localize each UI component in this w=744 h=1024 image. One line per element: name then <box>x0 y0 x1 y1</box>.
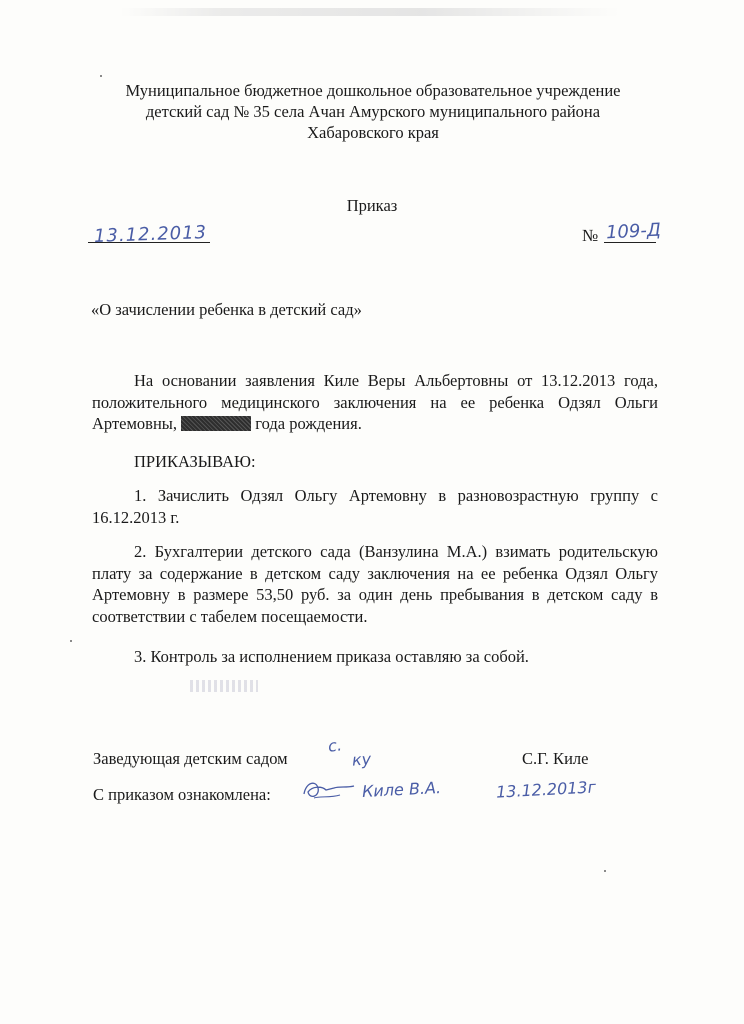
basis-paragraph <box>92 370 658 435</box>
acknowledgement-label: С приказом ознакомлена: <box>93 785 271 804</box>
faint-stamp-trace <box>190 680 258 692</box>
order-date: 13.12.2013 <box>93 222 208 247</box>
acknowledgement-name: Киле В.А. <box>361 777 442 802</box>
date-underline <box>88 242 210 243</box>
basis-text-1: На основании заявления Киле Веры Альбертовны от 13.12.2013 года, положительного медицинского заключения на ее ребенка Одзял Ольги Артемовны, <box>92 371 658 433</box>
header-line-3: Хабаровского края <box>307 123 439 142</box>
head-signature-2: ку <box>351 749 372 770</box>
header-line-2: детский сад № 35 села Ачан Амурского муниципального района <box>145 102 601 121</box>
document-title: Приказ <box>346 196 398 215</box>
order-item-1: 1. Зачислить Одзял Ольгу Артемовну в разновозрастную группу с 16.12.2013 г. <box>92 486 658 527</box>
number-underline <box>604 242 656 243</box>
header-line-1: Муниципальное бюджетное дошкольное образовательное учреждение <box>125 81 621 100</box>
scan-speck <box>70 640 72 642</box>
order-number: 109-Д <box>605 219 662 244</box>
scan-artifact <box>120 8 620 16</box>
institution-header <box>90 80 656 143</box>
scan-speck <box>604 870 606 872</box>
order-item-2: 2. Бухгалтерии детского сада (Ванзулина М.А.) взимать родительскую плату за содержание в детском саду заключения на ее ребенка Одзял Ольгу Артемовну в размере 53,50 руб. за один день пребывания в детском саду в соответствии с табелем посещаемости. <box>92 542 658 626</box>
head-name: С.Г. Киле <box>522 749 589 768</box>
basis-text-2: года рождения. <box>251 414 362 433</box>
order-keyword: ПРИКАЗЫВАЮ: <box>134 452 256 471</box>
order-item-3: 3. Контроль за исполнением приказа оставляю за собой. <box>134 647 529 666</box>
redacted-birthdate <box>181 416 251 431</box>
acknowledgement-signature <box>300 776 356 804</box>
order-number-prefix: № <box>582 226 599 245</box>
acknowledgement-date: 13.12.2013г <box>495 777 597 802</box>
head-signature-1: с. <box>327 735 343 756</box>
head-signature-label: Заведующая детским садом <box>93 749 288 768</box>
order-subject: «О зачислении ребенка в детский сад» <box>91 300 362 319</box>
scan-speck <box>100 75 102 77</box>
